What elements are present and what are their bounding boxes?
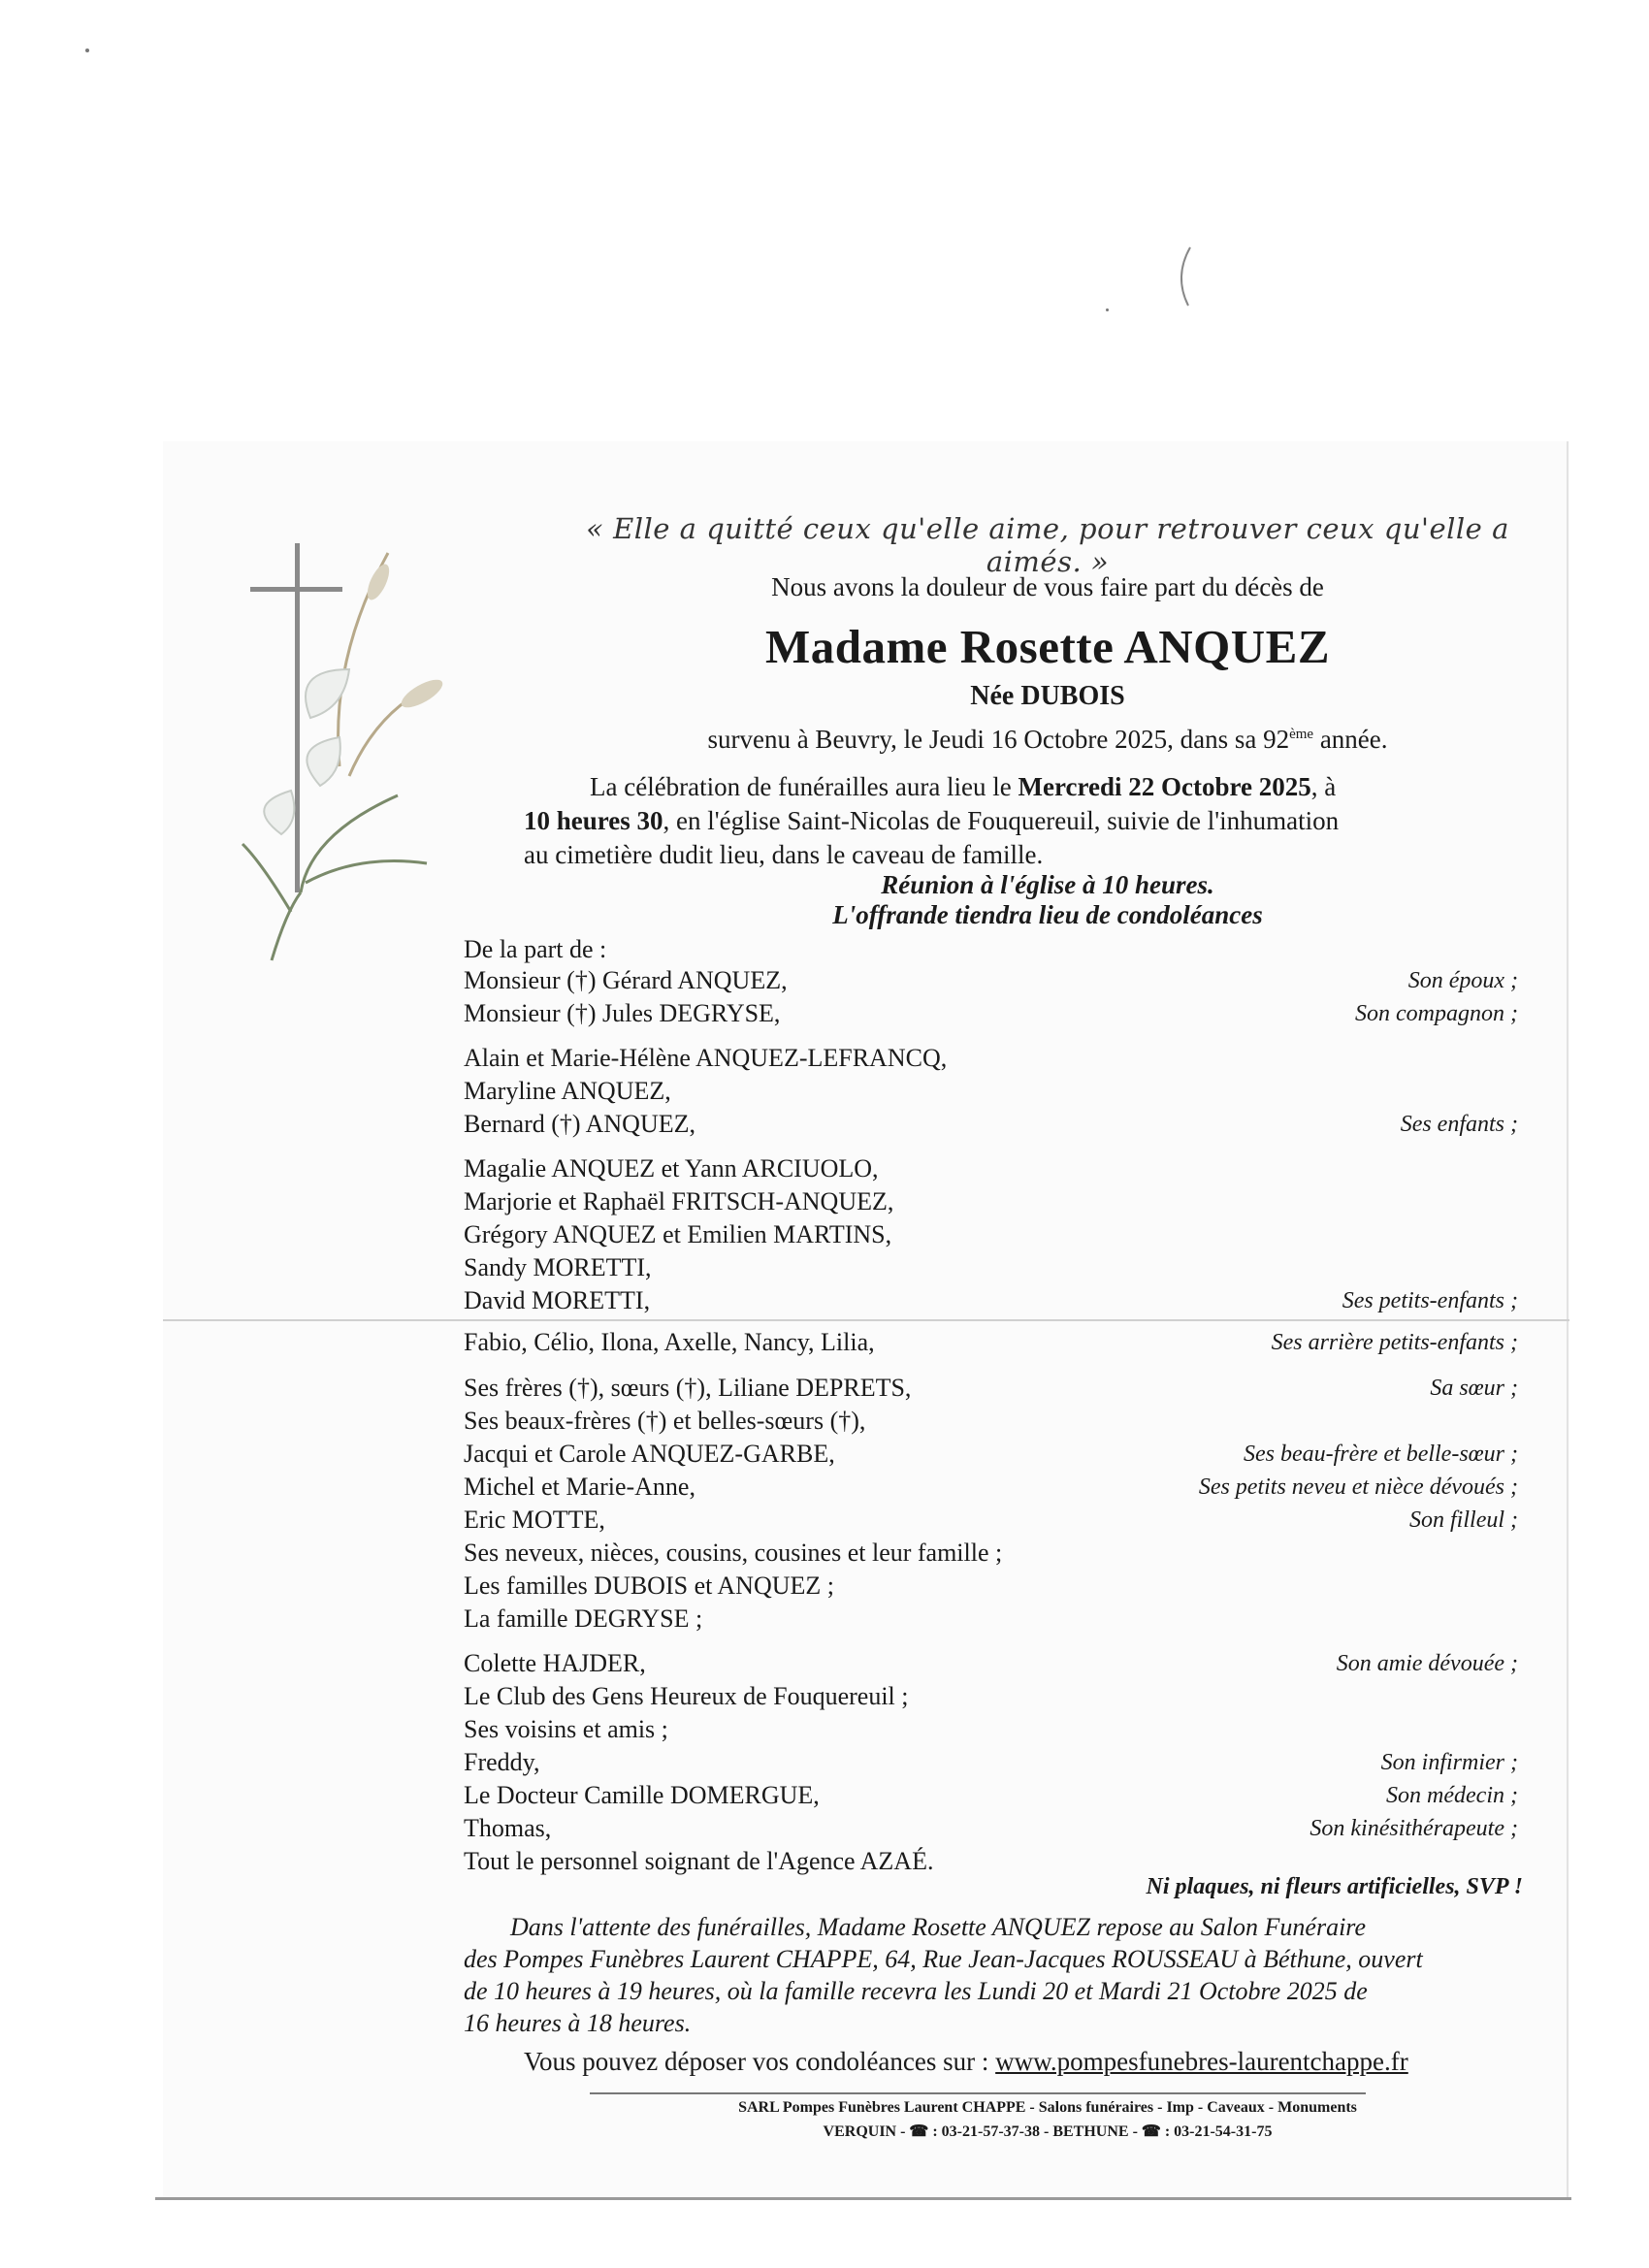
relation-label: Ses enfants ; [1400,1112,1518,1137]
family-line: Alain et Marie-Hélène ANQUEZ-LEFRANCQ, [464,1044,948,1072]
relation-label: Sa sœur ; [1430,1376,1518,1401]
relation-label: Son époux ; [1407,968,1518,993]
family-line: David MORETTI, [464,1286,651,1314]
death-info: survenu à Beuvry, le Jeudi 16 Octobre 2025, dans sa 92ème année. [707,725,1388,754]
relation-label: Son kinésithérapeute ; [1310,1816,1518,1841]
deceased-name: Madame Rosette ANQUEZ [764,620,1331,673]
family-line: Grégory ANQUEZ et Emilien MARTINS, [464,1220,892,1248]
family-line: Thomas, [464,1814,552,1842]
family-line: La famille DEGRYSE ; [464,1604,703,1633]
relation-label: Son compagnon ; [1355,1001,1518,1026]
paper-edge [155,2197,1571,2200]
cross-flower-decoration [233,543,456,970]
relation-label: Son amie dévouée ; [1336,1651,1518,1676]
scan-speck [85,49,89,52]
family-line: Ses voisins et amis ; [464,1715,668,1743]
footer-phones: VERQUIN - ☎ : 03-21-57-37-38 - BETHUNE - ☎ : 03-21-54-31-75 [823,2123,1273,2140]
family-line: Eric MOTTE, [464,1506,605,1534]
lily-icon [264,669,349,834]
intro-text: Nous avons la douleur de vous faire part du décès de [771,572,1324,601]
relation-label: Ses arrière petits-enfants ; [1271,1330,1518,1355]
family-line: Ses neveux, nièces, cousins, cousines et leur famille ; [464,1539,1003,1567]
wheat-icon [339,553,436,776]
family-line: Michel et Marie-Anne, [464,1473,695,1501]
footer-company: SARL Pompes Funèbres Laurent CHAPPE - Salons funéraires - Imp - Caveaux - Monuments [738,2099,1357,2116]
family-line: Ses frères (†), sœurs (†), Liliane DEPRETS, [464,1374,912,1402]
family-line: Monsieur (†) Jules DEGRYSE, [464,999,781,1027]
family-line: Maryline ANQUEZ, [464,1077,671,1105]
family-line: Monsieur (†) Gérard ANQUEZ, [464,966,788,994]
family-line: Colette HAJDER, [464,1649,646,1677]
visitation-info: Dans l'attente des funérailles, Madame Rosette ANQUEZ repose au Salon Funéraire des Pompes Funèbres Laurent CHAPPE, 64, Rue Jean-Jacques ROUSSEAU à Béthune, ouvert de 10 heures à 19 heures, où la famille recevra les Lundi 20 et Mardi 21 Octobre 2025 de 16 heures à 18 heures. [464,1913,1423,2037]
family-line: Tout le personnel soignant de l'Agence AZAÉ. [464,1847,934,1875]
family-line: Le Club des Gens Heureux de Fouquereuil ; [464,1682,909,1710]
relation-label: Ses beau-frère et belle-sœur ; [1243,1442,1518,1467]
condolences-link[interactable]: www.pompesfunebres-laurentchappe.fr [995,2047,1408,2076]
scan-mark [1169,243,1198,310]
family-line: Les familles DUBOIS et ANQUEZ ; [464,1571,835,1600]
reunion-text: Réunion à l'église à 10 heures. [881,870,1214,899]
fold-line [163,1319,1569,1321]
ceremony-info: La célébration de funérailles aura lieu le Mercredi 22 Octobre 2025, à 10 heures 30, en l'église Saint-Nicolas de Fouquereuil, suivie de l'inhumation au cimetière dudit lieu, dans le caveau de famille. [524,772,1340,869]
relation-label: Ses petits-enfants ; [1342,1288,1518,1313]
scan-speck [1106,308,1109,311]
quote: « Elle a quitté ceux qu'elle aime, pour retrouver ceux qu'elle a aimés. » [586,512,1509,578]
family-line: Le Docteur Camille DOMERGUE, [464,1781,820,1809]
condolences-line: Vous pouvez déposer vos condoléances sur : www.pompesfunebres-laurentchappe.fr [524,2047,1408,2076]
relation-label: Son infirmier ; [1380,1750,1518,1775]
family-line: Freddy, [464,1748,540,1776]
relation-label: Son filleul ; [1409,1507,1518,1533]
de-la-part-label: De la part de : [464,935,607,963]
family-line: Ses beaux-frères (†) et belles-sœurs (†), [464,1407,866,1435]
offrande-text: L'offrande tiendra lieu de condoléances [832,900,1263,929]
relation-label: Son médecin ; [1386,1783,1518,1808]
no-flowers-notice: Ni plaques, ni fleurs artificielles, SVP ! [1146,1874,1523,1899]
family-line: Magalie ANQUEZ et Yann ARCIUOLO, [464,1154,879,1183]
relation-label: Ses petits neveu et nièce dévoués ; [1198,1474,1518,1500]
family-line: Fabio, Célio, Ilona, Axelle, Nancy, Lilia, [464,1328,875,1356]
footer-rule [590,2092,1366,2094]
family-line: Jacqui et Carole ANQUEZ-GARBE, [464,1440,835,1468]
family-line: Marjorie et Raphaël FRITSCH-ANQUEZ, [464,1187,894,1215]
family-line: Bernard (†) ANQUEZ, [464,1110,695,1138]
maiden-name: Née DUBOIS [970,681,1125,711]
family-line: Sandy MORETTI, [464,1253,652,1281]
